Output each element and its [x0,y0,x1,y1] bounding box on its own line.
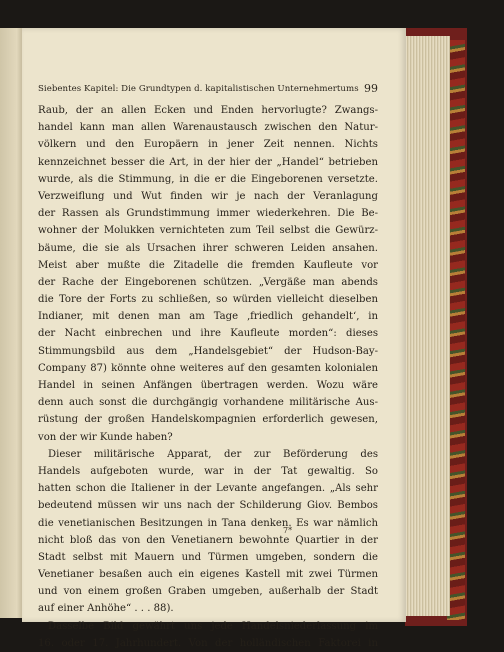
text-line: Stadt selbst mit Mauern und Türmen umgeben, sondern die [38,551,378,563]
text-line: der Rache der Eingeborenen schützen. „Vergäße man abends [38,276,378,288]
text-line: rüstung der großen Handelskompagnien erforderlich gewesen, [38,414,378,426]
text-line: Dasselbe Bild gewährt uns jede Handelsniederlassung im [48,620,378,632]
text-line: die venetianischen Besitzungen in Tana denken. Es war nämlich [38,517,378,529]
text-line: Meist aber mußte die Zitadelle die fremden Kaufleute vor [38,259,378,271]
text-line: Venetianer besaßen auch ein eigenes Kastell mit zwei Türmen [38,569,378,581]
text-line: Handel in seinen Anfängen übertragen werden. Wozu wäre [38,380,378,391]
text-line: auf einer Anhöhe“ . . . 88). [38,603,174,615]
text-line: die Tore der Forts zu schließen, so würden vielleicht dieselben [38,294,378,306]
text-line: wurde, als die Stimmung, in die er die Eingeborenen versetzte. [38,173,378,185]
signature-mark: 7* [283,526,293,535]
text-line: Company 87) könnte ohne weiteres auf den gesamten kolonialen [38,362,378,374]
chapter-title: Siebentes Kapitel: Die Grundtypen d. kapitalistischen Unternehmertums [38,84,359,94]
body-text [38,102,378,652]
text-line: wohner der Molukken vernichteten zum Teil selbst die Gewürz- [38,225,378,237]
text-line: Raub, der an allen Ecken und Enden hervorlugte? Zwangs- [38,105,378,116]
text-line: nicht bloß das von den Venetianern bewohnte Quartier in der [38,534,378,546]
text-line: Verzweiflung und Wut finden wir je nach der Veranlagung [38,190,378,202]
text-line: von der wir Kunde haben? [38,431,173,443]
text-line: denn auch sonst die durchgängig vorhandene militärische Aus- [38,397,378,409]
text-line: hatten schon die Italiener in der Levante angefangen. „Als sehr [38,483,378,495]
text-line: Handels aufgeboten wurde, war in der Tat gewaltig. So [38,465,378,477]
text-line: der Nacht einbrechen und ihre Kaufleute morden“: dieses [38,328,378,340]
text-line: handel kann man allen Warenaustausch zwischen den Natur- [38,122,378,134]
text-line: und von einem großen Graben umgeben, außerhalb der Stadt [38,586,378,598]
text-line: bäume, die sie als Ursachen ihrer schweren Leiden ansahen. [38,242,378,254]
page-block-edges [405,36,450,616]
text-line: Dieser militärische Apparat, der zur Beförderung des [48,448,378,460]
text-line: völkern und den Europäern in jener Zeit nennen. Nichts [38,139,378,151]
text-line: kennzeichnet besser die Art, in der hier der „Handel“ betrieben [38,156,378,168]
text-line: 16. oder 17. Jahrhundert. Von der holländischen Faktorei in [38,637,378,649]
text-line: Indianer, mit denen man am Tage ‚friedlich gehandelt‘, in [38,311,378,323]
text-line: Stimmungsbild aus dem „Handelsgebiet“ der Hudson-Bay- [38,345,378,357]
running-header [38,82,378,98]
page-number: 99 [364,82,378,95]
text-line: der Rassen als Grundstimmung immer wiederkehren. Die Be- [38,208,378,220]
text-line: bedeutend müssen wir uns nach der Schilderung Giov. Bembos [38,500,378,512]
